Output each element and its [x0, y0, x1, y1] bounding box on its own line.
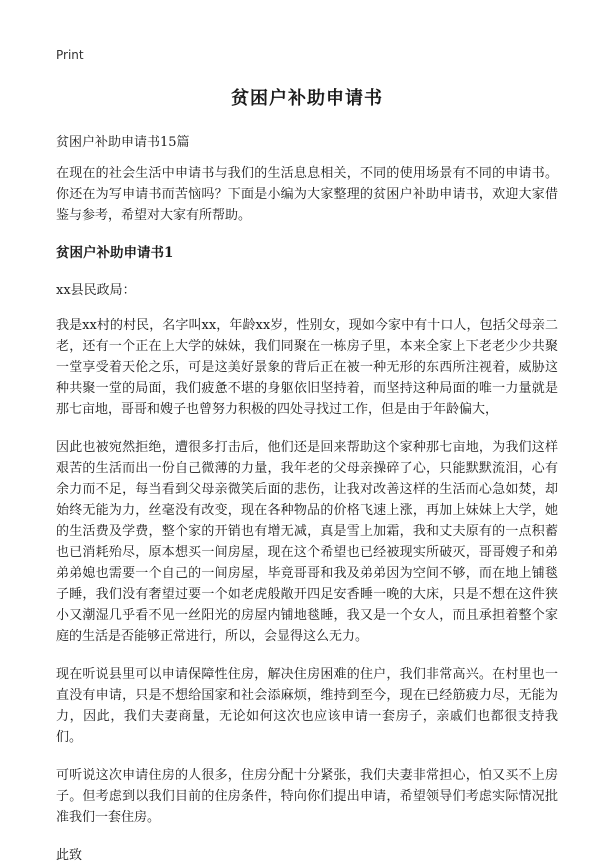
- page-title: 贫困户补助申请书: [231, 88, 383, 109]
- body-paragraph: 可听说这次申请住房的人很多，住房分配十分紧张，我们夫妻非常担心，怕又买不上房子。但考虑到以我们目前的住房条件，特向你们提出申请，希望领导们考虑实际情况批准我们一套住房。: [56, 768, 558, 825]
- salutation: xx县民政局：: [56, 283, 136, 298]
- print-link[interactable]: Print: [56, 48, 84, 62]
- body-paragraph: 现在听说县里可以申请保障性住房，解决住房困难的住户，我们非常高兴。在村里也一直没有申请，只是不想给国家和社会添麻烦，维持到至今，现在已经筋疲力尽，无能为力，因此，我们夫妻商量，无论如何这次也应该申请一套房子，亲戚们也都很支持我们。: [56, 667, 558, 745]
- body-paragraph: 因此也被宛然拒绝，遭很多打击后，他们还是回来帮助这个家种那七亩地，为我们这样艰苦的生活而出一份自己微薄的力量，我年老的父母亲操碎了心，只能默默流泪，心有余力而不足，每当看到父母亲微笑后面的悲伤，让我对改善这样的生活而心急如焚，却始终无能为力，丝毫没有改变，现在各种物品的价格飞速上涨，再加上妹妹上大学，她的生活费及学费，整个家的开销也有增无减，真是雪上加霜，我和丈夫原有的一点积蓄也已消耗殆尽，原本想买一间房屋，现在这个希望也已经被现实所破灭，哥哥嫂子和弟弟弟媳也需要一个自己的一间房屋，毕竟哥哥和我及弟弟因为空间不够，而在地上铺毯子睡，我们没有奢望过要一个如老虎般敞开四足安香睡一晚的大床，只是不想在这件狭小又潮湿几乎看不见一丝阳光的房屋内铺地毯睡，我又是一个女人，而且承担着整个家庭的生活是否能够正常进行，所以，会显得这么无力。: [56, 440, 558, 644]
- closing-line: 此致: [56, 848, 83, 863]
- section-title: 贫困户补助申请书1: [56, 245, 174, 261]
- document-subtitle: 贫困户补助申请书15篇: [56, 135, 190, 150]
- intro-paragraph: 在现在的社会生活中申请书与我们的生活息息相关，不同的使用场景有不同的申请书。你还在为写申请书而苦恼吗？下面是小编为大家整理的贫困户补助申请书，欢迎大家借鉴与参考，希望对大家有所帮助。: [56, 166, 558, 223]
- body-paragraph: 我是xx村的村民，名字叫xx，年龄xx岁，性别女，现如今家中有十口人，包括父母亲二老，还有一个正在上大学的妹妹，我们同聚在一栋房子里，本来全家上下老老少少共聚一堂享受着天伦之乐，可是这美好景象的背后正在被一种无形的东西所注视着，威胁这种共聚一堂的局面，我们疲惫不堪的身躯依旧坚持着，而坚持这种局面的唯一力量就是那七亩地，哥哥和嫂子也曾努力积极的四处寻找过工作，但是由于年龄偏大，: [56, 318, 558, 417]
